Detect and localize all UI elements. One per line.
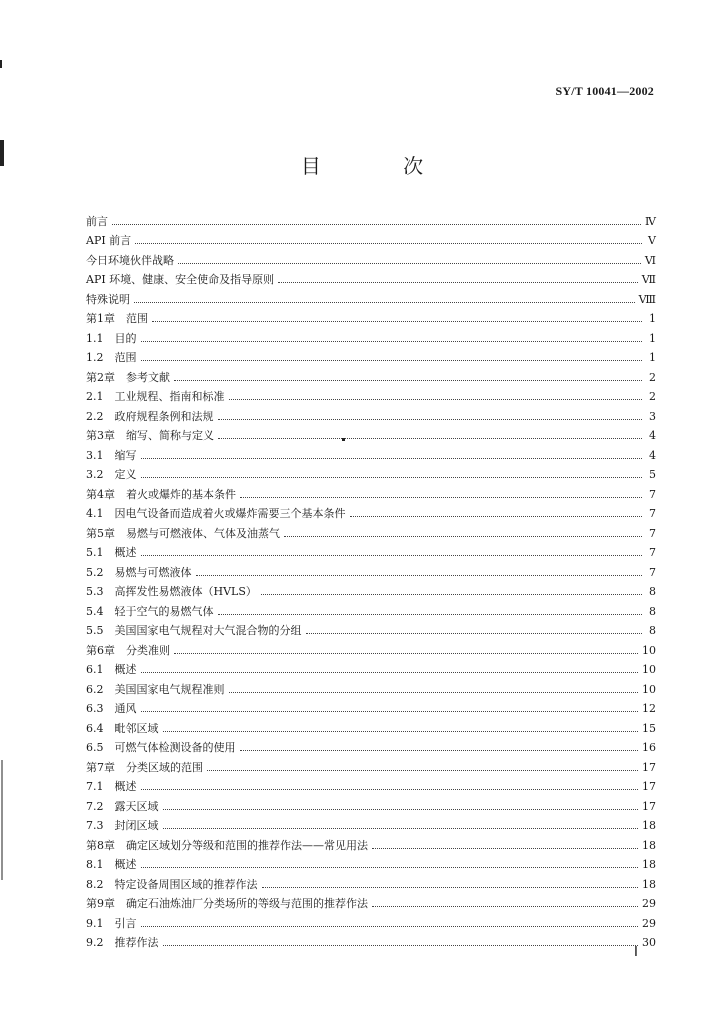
toc-entry-label: 9.1 引言 <box>86 916 137 930</box>
toc-entry[interactable] <box>86 735 656 755</box>
dot-leader <box>141 458 643 459</box>
toc-entry-page: 8 <box>649 624 656 637</box>
toc-entry-label: 第9章 确定石油炼油厂分类场所的等级与范围的推荐作法 <box>86 897 368 910</box>
toc-entry[interactable] <box>86 754 656 774</box>
toc-entry-page: 2 <box>649 390 656 403</box>
toc-entry-label: 6.4 毗邻区域 <box>86 721 159 735</box>
dot-leader <box>284 536 642 537</box>
toc-entry[interactable] <box>86 793 656 813</box>
toc-entry-page: 1 <box>649 351 656 364</box>
toc-entry[interactable] <box>86 598 656 618</box>
page-title: 目 次 <box>300 154 462 178</box>
toc-entry-label: 9.2 推荐作法 <box>86 936 159 949</box>
dot-leader <box>163 731 639 732</box>
dot-leader <box>141 926 639 927</box>
toc-entry-label: 前言 <box>86 214 108 228</box>
toc-entry[interactable] <box>86 384 656 404</box>
toc-entry-page: 7 <box>649 546 656 559</box>
toc-entry[interactable] <box>86 286 656 306</box>
toc-entry-page: 18 <box>642 819 656 832</box>
toc-entry[interactable] <box>86 267 656 287</box>
toc-entry[interactable] <box>86 481 656 501</box>
standard-code: SY/T 10041—2002 <box>555 84 654 98</box>
dot-leader <box>141 789 639 790</box>
toc-entry-label: 今日环境伙伴战略 <box>86 253 174 267</box>
toc-entry-page: 12 <box>642 702 656 715</box>
dot-leader <box>163 828 639 829</box>
toc-entry-label: 第6章 分类准则 <box>86 643 170 657</box>
toc-entry-label: 第1章 范围 <box>86 312 148 325</box>
toc-entry-page: 18 <box>642 838 656 852</box>
toc-entry[interactable] <box>86 657 656 677</box>
toc-entry-page: 7 <box>649 507 656 520</box>
toc-entry-page: 10 <box>642 663 656 676</box>
dot-leader <box>163 945 639 946</box>
toc-entry-page: 17 <box>642 780 656 793</box>
toc-entry[interactable] <box>86 891 656 911</box>
dot-leader <box>350 516 643 517</box>
toc-entry-label: 第7章 分类区域的范围 <box>86 760 203 774</box>
toc-entry[interactable] <box>86 676 656 696</box>
toc-entry-page: 30 <box>642 936 656 949</box>
toc-entry-label: 1.1 目的 <box>86 331 137 345</box>
toc-entry-label: 8.2 特定设备周围区域的推荐作法 <box>86 877 258 891</box>
toc-entry-label: 第3章 缩写、简称与定义 <box>86 429 214 442</box>
toc-entry-page: Ⅶ <box>641 273 656 286</box>
toc-entry-label: 6.1 概述 <box>86 663 137 676</box>
toc-entry[interactable] <box>86 813 656 833</box>
toc-entry-label: 7.3 封闭区域 <box>86 819 159 832</box>
toc-entry-page: Ⅴ <box>648 234 656 247</box>
dot-leader <box>229 692 639 693</box>
toc-entry[interactable] <box>86 325 656 345</box>
toc-entry[interactable] <box>86 442 656 462</box>
toc-entry[interactable] <box>86 910 656 930</box>
dot-leader <box>135 243 642 244</box>
toc-entry[interactable] <box>86 306 656 326</box>
toc-entry[interactable] <box>86 871 656 891</box>
dot-leader <box>163 809 639 810</box>
dot-leader <box>174 653 638 654</box>
toc-entry-label: 6.2 美国国家电气规程准则 <box>86 682 225 696</box>
dot-leader <box>134 302 635 303</box>
dot-leader <box>306 633 643 634</box>
toc-entry-page: Ⅳ <box>645 214 656 228</box>
dot-leader <box>240 497 642 498</box>
dot-leader <box>207 770 638 771</box>
toc-entry-page: 2 <box>649 370 656 384</box>
toc-entry-label: 5.5 美国国家电气规程对大气混合物的分组 <box>86 624 302 637</box>
toc-entry[interactable] <box>86 832 656 852</box>
dot-leader <box>178 263 641 264</box>
toc-entry[interactable] <box>86 618 656 638</box>
toc-entry-page: 8 <box>649 604 656 618</box>
dot-leader <box>141 477 643 478</box>
toc-entry[interactable] <box>86 208 656 228</box>
toc-entry-label: 5.2 易燃与可燃液体 <box>86 565 192 579</box>
toc-entry[interactable] <box>86 930 656 950</box>
toc-entry[interactable] <box>86 247 656 267</box>
toc-entry-page: 17 <box>642 799 656 813</box>
toc-entry-page: 5 <box>649 468 656 481</box>
toc-entry-page: 7 <box>649 565 656 579</box>
dot-leader <box>240 750 639 751</box>
toc-entry[interactable] <box>86 462 656 482</box>
dot-leader <box>141 341 643 342</box>
dot-leader <box>174 380 642 381</box>
dot-leader <box>141 672 639 673</box>
toc-entry-label: 3.1 缩写 <box>86 448 137 462</box>
toc-entry-label: 第5章 易燃与可燃液体、气体及油蒸气 <box>86 526 280 540</box>
toc-entry-label: 7.1 概述 <box>86 780 137 793</box>
toc-entry-label: 6.3 通风 <box>86 702 137 715</box>
toc-entry[interactable] <box>86 715 656 735</box>
toc-entry-page: 1 <box>649 312 656 325</box>
toc-entry[interactable] <box>86 637 656 657</box>
toc-entry-page: Ⅵ <box>644 253 656 267</box>
dot-leader <box>218 419 643 420</box>
dot-leader <box>278 282 638 283</box>
toc-entry-label: 第2章 参考文献 <box>86 370 170 384</box>
toc-entry[interactable] <box>86 228 656 248</box>
toc-entry-page: 10 <box>642 643 656 657</box>
toc-entry-page: 29 <box>642 897 656 910</box>
toc-entry-page: 18 <box>642 858 656 871</box>
toc-entry-page: 3 <box>649 409 656 423</box>
toc-entry-label: 第4章 着火或爆炸的基本条件 <box>86 487 236 501</box>
toc-entry-page: 7 <box>649 487 656 501</box>
toc-entry-label: 2.2 政府规程条例和法规 <box>86 409 214 423</box>
dot-leader <box>262 887 639 888</box>
toc-entry-label: API 前言 <box>86 234 132 247</box>
toc-entry-page: 18 <box>642 877 656 891</box>
toc-entry[interactable] <box>86 520 656 540</box>
toc-entry-page: 4 <box>649 448 656 462</box>
toc-entry-label: 2.1 工业规程、指南和标准 <box>86 390 225 403</box>
dot-leader <box>112 224 641 225</box>
toc-entry-label: 第8章 确定区域划分等级和范围的推荐作法——常见用法 <box>86 838 368 852</box>
toc-entry-page: 10 <box>642 682 656 696</box>
dot-leader <box>261 594 642 595</box>
toc-entry[interactable] <box>86 540 656 560</box>
toc-entry[interactable] <box>86 559 656 579</box>
toc-entry-page: 16 <box>642 741 656 754</box>
toc-entry-label: 3.2 定义 <box>86 468 137 481</box>
toc-entry-label: 1.2 范围 <box>86 351 137 364</box>
dot-leader <box>218 438 642 439</box>
scan-speck <box>342 438 345 441</box>
toc-entry-label: API 环境、健康、安全使命及指导原则 <box>86 273 275 286</box>
toc-entry-page: 15 <box>642 721 656 735</box>
dot-leader <box>229 399 643 400</box>
dot-leader <box>141 867 639 868</box>
toc-entry-page: 8 <box>649 585 656 598</box>
dot-leader <box>196 575 643 576</box>
toc-entry-label: 5.3 高挥发性易燃液体（HVLS） <box>86 585 257 598</box>
dot-leader <box>372 906 638 907</box>
dot-leader <box>218 614 643 615</box>
toc-entry[interactable] <box>86 501 656 521</box>
toc-entry-page: 17 <box>642 760 656 774</box>
toc-entry-label: 8.1 概述 <box>86 858 137 871</box>
toc-entry[interactable] <box>86 774 656 794</box>
toc-entry-label: 4.1 因电气设备而造成着火或爆炸需要三个基本条件 <box>86 507 346 520</box>
toc-entry-page: 1 <box>649 331 656 345</box>
table-of-contents <box>86 208 656 949</box>
dot-leader <box>141 711 639 712</box>
toc-entry[interactable] <box>86 403 656 423</box>
toc-entry-page: 4 <box>649 429 656 442</box>
dot-leader <box>372 848 638 849</box>
toc-entry[interactable] <box>86 579 656 599</box>
dot-leader <box>152 321 642 322</box>
toc-entry-label: 特殊说明 <box>86 292 130 306</box>
page-number: Ⅰ <box>633 945 638 960</box>
dot-leader <box>141 360 643 361</box>
toc-entry[interactable] <box>86 852 656 872</box>
toc-entry-page: 7 <box>649 526 656 540</box>
toc-entry[interactable] <box>86 364 656 384</box>
toc-entry-page: Ⅷ <box>638 292 656 306</box>
toc-entry-label: 5.4 轻于空气的易燃气体 <box>86 604 214 618</box>
toc-entry[interactable] <box>86 423 656 443</box>
toc-entry[interactable] <box>86 696 656 716</box>
toc-entry-label: 6.5 可燃气体检测设备的使用 <box>86 741 236 754</box>
toc-entry[interactable] <box>86 345 656 365</box>
toc-entry-label: 7.2 露天区域 <box>86 799 159 813</box>
toc-entry-page: 29 <box>642 916 656 930</box>
dot-leader <box>141 555 643 556</box>
toc-entry-label: 5.1 概述 <box>86 546 137 559</box>
